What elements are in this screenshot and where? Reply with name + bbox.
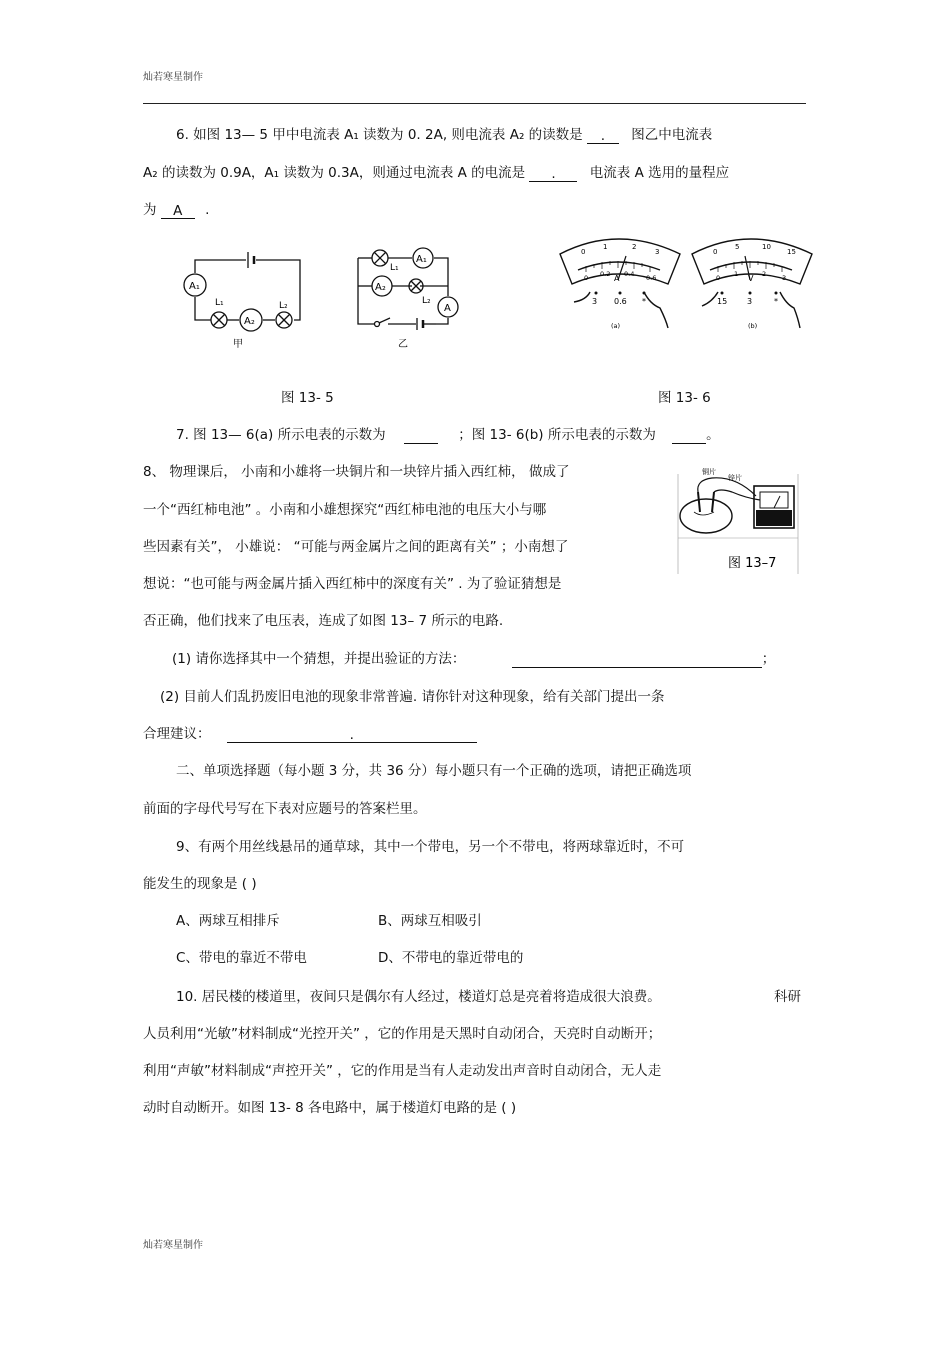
- yi-a1-label: A₁: [416, 254, 427, 265]
- q10-line1: 10. 居民楼的楼道里，夜间只是偶尔有人经过，楼道灯总是亮着将造成很大浪费。: [176, 989, 661, 1005]
- fig13-5-caption: 图 13- 5: [281, 390, 334, 406]
- q8-line1: 8、 物理课后， 小南和小雄将一块铜片和一块锌片插入西红柿， 做成了: [143, 464, 570, 480]
- q10-line3: 利用“声敏”材料制成“声控开关” ，它的作用是当有人走动发出声音时自动闭合，无人走: [143, 1063, 662, 1079]
- voltmeter-top-15: 15: [787, 248, 796, 256]
- q6-blank3[interactable]: A: [161, 202, 195, 219]
- ammeter-top-2: 2: [632, 243, 637, 251]
- yi-a2-label: A₂: [375, 282, 386, 293]
- q8-line2: 一个“西红柿电池” 。小南和小雄想探究“西红柿电池的电压大小与哪: [143, 502, 547, 518]
- jia-a2-label: A₂: [244, 316, 255, 327]
- circuit-yi: [350, 246, 470, 356]
- tomato-battery-figure: [676, 466, 800, 578]
- yi-a-label: A: [444, 303, 451, 314]
- voltmeter-bottom-2: 2: [762, 270, 767, 278]
- ammeter-bottom-0: 0: [584, 274, 589, 282]
- voltmeter-top-5: 5: [735, 243, 740, 251]
- q8-sub2: (2) 目前人们乱扔废旧电池的现象非常普遍. 请你针对这种现象，给有关部门提出一条: [160, 689, 665, 705]
- ammeter-bottom-1: 0.2: [600, 270, 611, 278]
- q9-option-d: D、不带电的靠近带电的: [378, 950, 524, 966]
- jia-l1-label: L₁: [215, 298, 224, 308]
- voltmeter-unit: V: [748, 274, 754, 283]
- q9-option-a: A、两球互相排斥: [176, 913, 280, 929]
- ammeter-terminal-3: 3: [592, 297, 598, 306]
- q8-line3: 些因素有关”， 小雄说： “可能与两金属片之间的距离有关” ；小南想了: [143, 539, 569, 555]
- voltmeter-top-0: 0: [713, 248, 718, 256]
- yi-l2-label: L₂: [422, 296, 431, 306]
- ammeter-terminal-06: 0.6: [614, 297, 627, 306]
- jia-l2-label: L₂: [279, 301, 288, 311]
- q10-line2: 人员利用“光敏”材料制成“光控开关” ，它的作用是天黑时自动闭合，天亮时自动断开；: [143, 1026, 662, 1042]
- q9-option-c: C、带电的靠近不带电: [176, 950, 307, 966]
- q8-line4: 想说：“也可能与两金属片插入西红柿中的深度有关” . 为了验证猜想是: [143, 576, 562, 592]
- voltmeter-terminal-3: 3: [747, 297, 753, 306]
- ammeter-bottom-2: 0.4: [624, 270, 635, 278]
- voltmeter-bottom-3: 3: [782, 274, 787, 282]
- q6-line3: 为 A .: [143, 202, 210, 219]
- voltmeter-top-10: 10: [762, 243, 771, 251]
- jia-caption: 甲: [233, 339, 243, 350]
- ammeter-top-1: 1: [603, 243, 608, 251]
- copper-label: 铜片: [702, 468, 716, 476]
- section2-line2: 前面的字母代号写在下表对应题号的答案栏里。: [143, 801, 427, 817]
- ammeter-unit: A: [614, 274, 620, 283]
- yi-l1-label: L₁: [390, 263, 399, 273]
- q8-sub2-blank[interactable]: .: [227, 726, 477, 743]
- voltmeter-terminal-15: 15: [717, 297, 728, 306]
- section2-line1: 二、单项选择题（每小题 3 分，共 36 分）每小题只有一个正确的选项，请把正确选项: [176, 763, 692, 779]
- q9-option-b: B、两球互相吸引: [378, 913, 482, 929]
- q6-line2: A₂ 的读数为 0.9A，A₁ 读数为 0.3A，则通过电流表 A 的电流是 . 电流表 A 选用的量程应: [143, 165, 730, 182]
- q9-line1: 9、有两个用丝线悬吊的通草球，其中一个带电，另一个不带电，将两球靠近时，不可: [176, 839, 685, 855]
- zinc-label: 锌片: [728, 474, 742, 482]
- q6-blank2[interactable]: .: [529, 165, 577, 182]
- ammeter-terminal-common: *: [642, 297, 646, 306]
- voltmeter-bottom-0: 0: [716, 274, 721, 282]
- circuit-jia: [178, 248, 308, 353]
- meter-voltmeter: [688, 232, 818, 332]
- q7-line: 7. 图 13— 6(a) 所示电表的示数为 ；图 13- 6(b) 所示电表的示数为 。: [176, 427, 720, 443]
- q8-sub1-blank[interactable]: [512, 651, 762, 668]
- fig13-6-caption: 图 13- 6: [658, 390, 711, 406]
- voltmeter-bottom-1: 1: [734, 270, 739, 278]
- footer-maker: 灿若寒星制作: [143, 1240, 203, 1251]
- meter-ammeter: [556, 232, 686, 332]
- fig13-7-caption: 图 13–7: [728, 556, 777, 571]
- q10-line4: 动时自动断开。如图 13- 8 各电路中，属于楼道灯电路的是 ( ): [143, 1100, 517, 1116]
- ammeter-top-0: 0: [581, 248, 586, 256]
- q8-line5: 否正确，他们找来了电压表，连成了如图 13– 7 所示的电路.: [143, 613, 504, 629]
- ammeter-caption: (a): [611, 322, 621, 330]
- jia-a1-label: A₁: [189, 281, 200, 292]
- yi-caption: 乙: [398, 339, 408, 350]
- ammeter-bottom-3: 0.6: [646, 274, 657, 282]
- header-rule: [143, 103, 806, 104]
- q9-line2: 能发生的现象是 ( ): [143, 876, 257, 892]
- voltmeter-caption: (b): [748, 322, 758, 330]
- q7-blank-b[interactable]: [672, 427, 706, 444]
- voltmeter-terminal-common: *: [774, 297, 778, 306]
- ammeter-top-3: 3: [655, 248, 660, 256]
- header-maker: 灿若寒星制作: [143, 72, 203, 83]
- q7-blank-a[interactable]: [404, 427, 438, 444]
- q8-sub1: (1) 请你选择其中一个猜想，并提出验证的方法： ；: [172, 651, 776, 667]
- q8-sub2-line2: 合理建议： .: [143, 725, 477, 743]
- q6-line1: 6. 如图 13— 5 甲中电流表 A₁ 读数为 0. 2A, 则电流表 A₂ 的读数是 . 图乙中电流表: [176, 127, 713, 144]
- q6-blank1[interactable]: .: [587, 127, 619, 144]
- q10-line1-tail: 科研: [774, 989, 801, 1005]
